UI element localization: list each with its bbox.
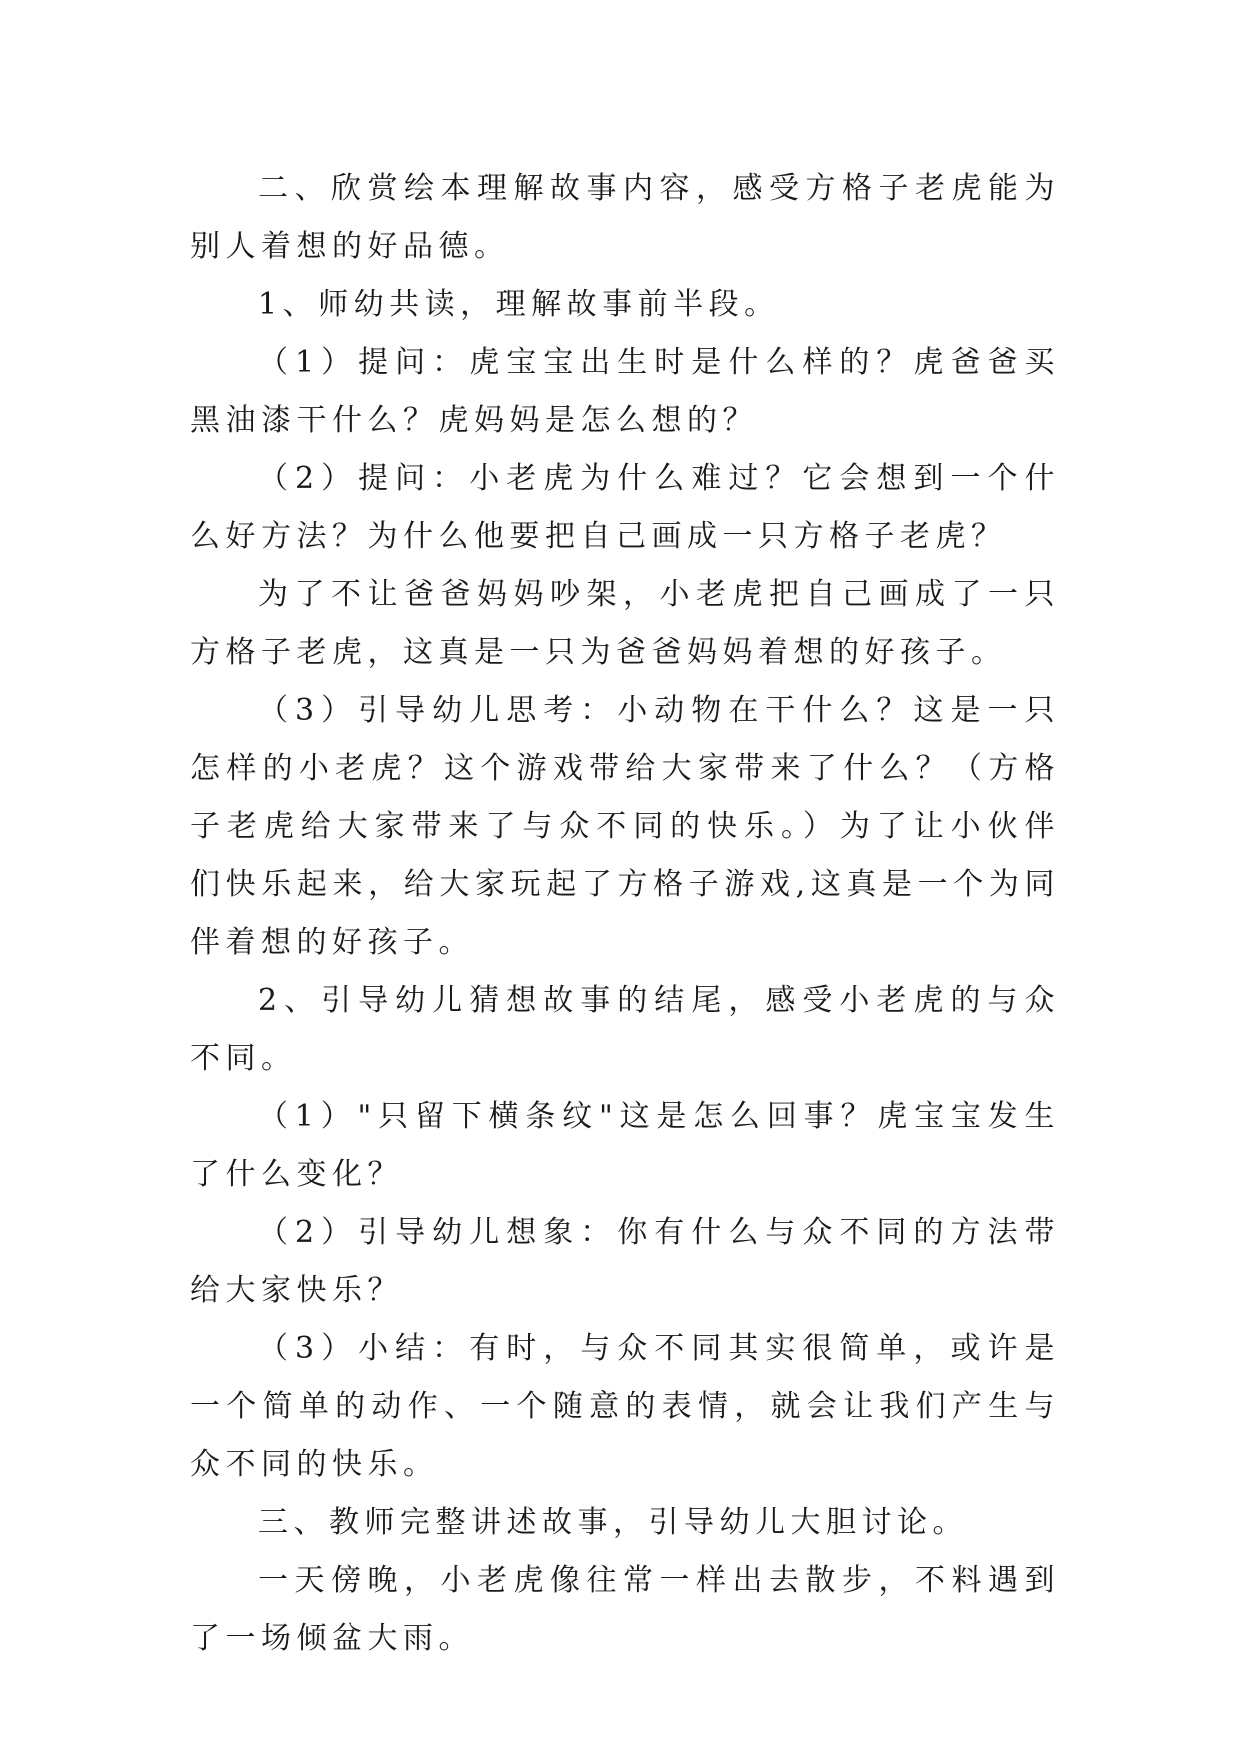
conclusion-3: （3）小结：有时，与众不同其实很简单，或许是一个简单的动作、一个随意的表情，就会让我们产生与众不同的快乐。 [190,1331,1060,1482]
section-heading-3: 三、教师完整讲述故事，引导幼儿大胆讨论。 [258,1505,968,1540]
step-heading-2: 2、引导幼儿猜想故事的结尾，感受小老虎的与众不同。 [190,983,1060,1076]
summary-paragraph: 为了不让爸爸妈妈吵架，小老虎把自己画成了一只方格子老虎，这真是一只为爸爸妈妈着想的好孩子。 [190,577,1060,670]
question-2: （2）提问：小老虎为什么难过？它会想到一个什么好方法？为什么他要把自己画成一只方格子老虎？ [190,461,1060,554]
section-heading-2: 二、欣赏绘本理解故事内容，感受方格子老虎能为别人着想的好品德。 [190,171,1060,264]
question-1: （1）提问：虎宝宝出生时是什么样的？虎爸爸买黑油漆干什么？虎妈妈是怎么想的？ [190,345,1060,438]
story-paragraph: 一天傍晚，小老虎像往常一样出去散步，不料遇到了一场倾盆大雨。 [190,1563,1060,1656]
question-ending-2: （2）引导幼儿想象：你有什么与众不同的方法带给大家快乐？ [190,1215,1060,1308]
step-heading-1: 1、师幼共读，理解故事前半段。 [258,287,780,322]
guidance-3: （3）引导幼儿思考：小动物在干什么？这是一只怎样的小老虎？这个游戏带给大家带来了什么？（方格子老虎给大家带来了与众不同的快乐。）为了让小伙伴们快乐起来，给大家玩起了方格子游戏,这真是一个为同伴着想的好孩子。 [190,693,1060,960]
question-ending-1: （1）"只留下横条纹"这是怎么回事？虎宝宝发生了什么变化？ [190,1099,1060,1192]
document-body [190,160,1060,1668]
